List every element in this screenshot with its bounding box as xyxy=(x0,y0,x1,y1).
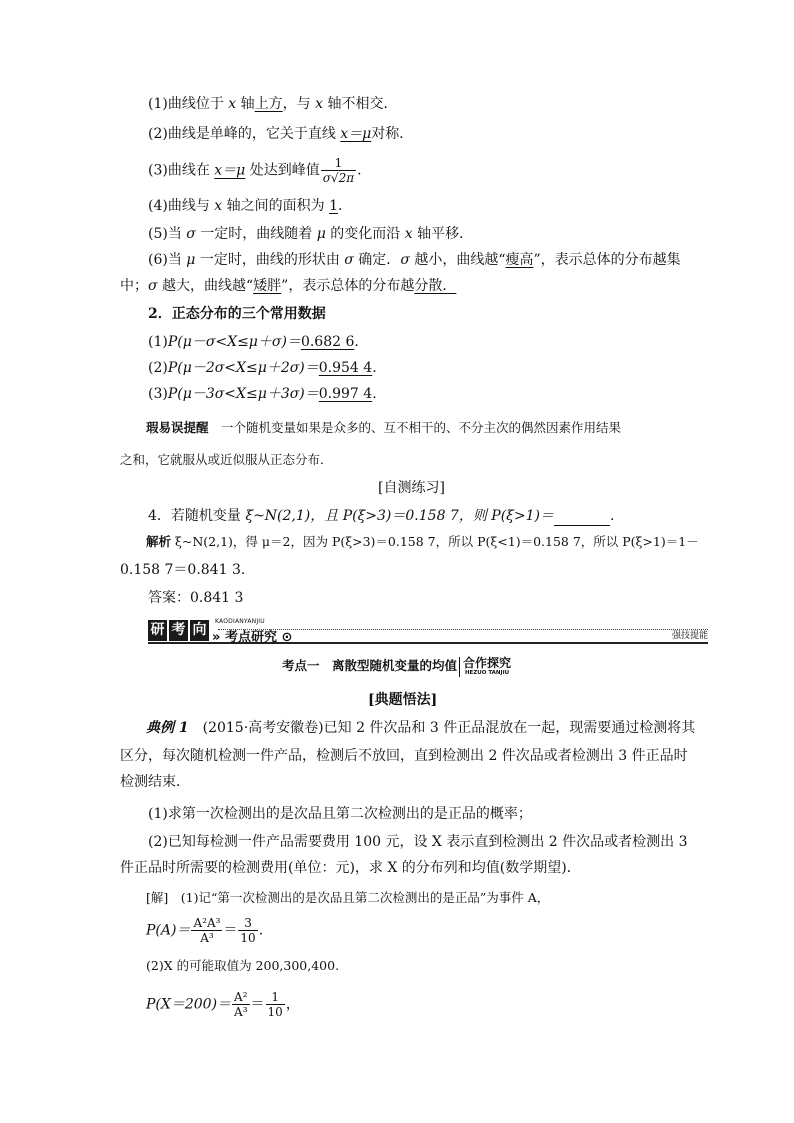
banner-right-text: 强技提能 xyxy=(671,631,708,641)
example-question-2a: (2)已知每检测一件产品需要费用 100 元，设 X 表示直到检测出 2 件次品或者检测出 3 xyxy=(148,834,688,850)
kaodian-title: 考点一 离散型随机变量的均值 合作探究 HEZUO TANJIU xyxy=(282,655,512,676)
prob-a-formula: P(A)＝ $\frac{\text{A²A³}}{\text{A³}}$ ＝ $\frac{3}{10}$ . xyxy=(146,916,264,945)
solution-line-2: 0.158 7＝0.841 3. xyxy=(120,562,246,578)
solution-line-1: 解析 ξ~N(2,1)，得 μ＝2，因为 P(ξ>3)＝0.158 7，所以 P(ξ<1)＝0.158 7，所以 P(ξ>1)＝1－ xyxy=(146,534,699,549)
tip-label: 瑕易误提醒 xyxy=(146,420,209,435)
property-line-3: (3)曲线在 x＝μ 处达到峰值 $\frac{1}{\sigma√2\pi}$ . xyxy=(148,156,362,185)
example-heading: [典题悟法] xyxy=(368,692,438,708)
peak-fraction: $\frac{1}{\sigma√2\pi}$ xyxy=(322,156,355,185)
tip-line-2: 之和，它就服从或近似服从正态分布． xyxy=(120,452,333,467)
banner-tag-1: 研 xyxy=(148,620,167,641)
section-banner xyxy=(148,620,708,646)
example-line-1: 典例 1 (2015·高考安徽卷)已知 2 件次品和 3 件正品混放在一起，现需要通过检测将其 xyxy=(146,720,696,736)
example-label: 典例 1 xyxy=(146,720,189,736)
banner-tag-3: 向 xyxy=(190,620,209,641)
property-line-5: (5)当 σ 一定时，曲线随着 μ 的变化而沿 x 轴平移． xyxy=(148,226,474,242)
answer-blank xyxy=(554,511,610,526)
example-line-2: 区分，每次随机检测一件产品，检测后不放回，直到检测出 2 件次品或者检测出 3 件正品时 xyxy=(120,748,688,764)
property-line-4: (4)曲线与 x 轴之间的面积为 1. xyxy=(148,198,343,214)
example-question-2b: 件正品时所需要的检测费用(单位：元)，求 X 的分布列和均值(数学期望)． xyxy=(120,860,581,876)
example-line-3: 检测结束． xyxy=(120,774,190,790)
selftest-question: 4．若随机变量 ξ~N(2,1)，且 P(ξ>3)＝0.158 7，则 P(ξ>1)＝ . xyxy=(148,508,615,524)
property-line-2: (2)曲线是单峰的，它关于直线 x＝μ对称． xyxy=(148,126,414,142)
property-line-6a: (6)当 μ 一定时，曲线的形状由 σ 确定．σ 越小，曲线越“瘦高”，表示总体的分布越集 xyxy=(148,252,681,268)
banner-pinyin: KAODIANYANJIU xyxy=(215,618,265,625)
normal-row-3: (3)P(μ－3σ<X≤μ＋3σ)＝0.997 4. xyxy=(148,386,377,402)
prob-x200-formula: P(X＝200)＝ $\frac{\text{A²}}{\text{A³}}$ ＝ $\frac{1}{10}$ ， xyxy=(146,990,300,1019)
banner-tag-2: 考 xyxy=(169,620,188,641)
property-line-1: (1)曲线位于 x 轴上方，与 x 轴不相交． xyxy=(148,96,398,112)
example-question-1: (1)求第一次检测出的是次品且第二次检测出的是正品的概率； xyxy=(148,806,532,822)
normal-row-1: (1)P(μ－σ<X≤μ＋σ)＝0.682 6. xyxy=(148,334,359,350)
selftest-heading: [自测练习] xyxy=(378,480,445,496)
normal-row-2: (2)P(μ－2σ<X≤μ＋2σ)＝0.954 4. xyxy=(148,360,377,376)
solution-intro: [解] (1)记“第一次检测出的是次品且第二次检测出的是正品”为事件 A， xyxy=(146,890,550,905)
banner-title: » 考点研究 ⊙ xyxy=(212,630,293,645)
property-line-6b: 中；σ 越大，曲线越“矮胖”，表示总体的分布越分散． xyxy=(120,278,457,294)
x-values-line: (2)X 的可能取值为 200,300,400. xyxy=(146,958,340,973)
answer-line: 答案：0.841 3 xyxy=(148,590,244,606)
tip-line-1: 瑕易误提醒 一个随机变量如果是众多的、互不相干的、不分主次的偶然因素作用结果 xyxy=(146,420,622,435)
section-heading: 2．正态分布的三个常用数据 xyxy=(148,306,326,322)
kaodian-badge: 合作探究 HEZUO TANJIU xyxy=(459,657,511,677)
